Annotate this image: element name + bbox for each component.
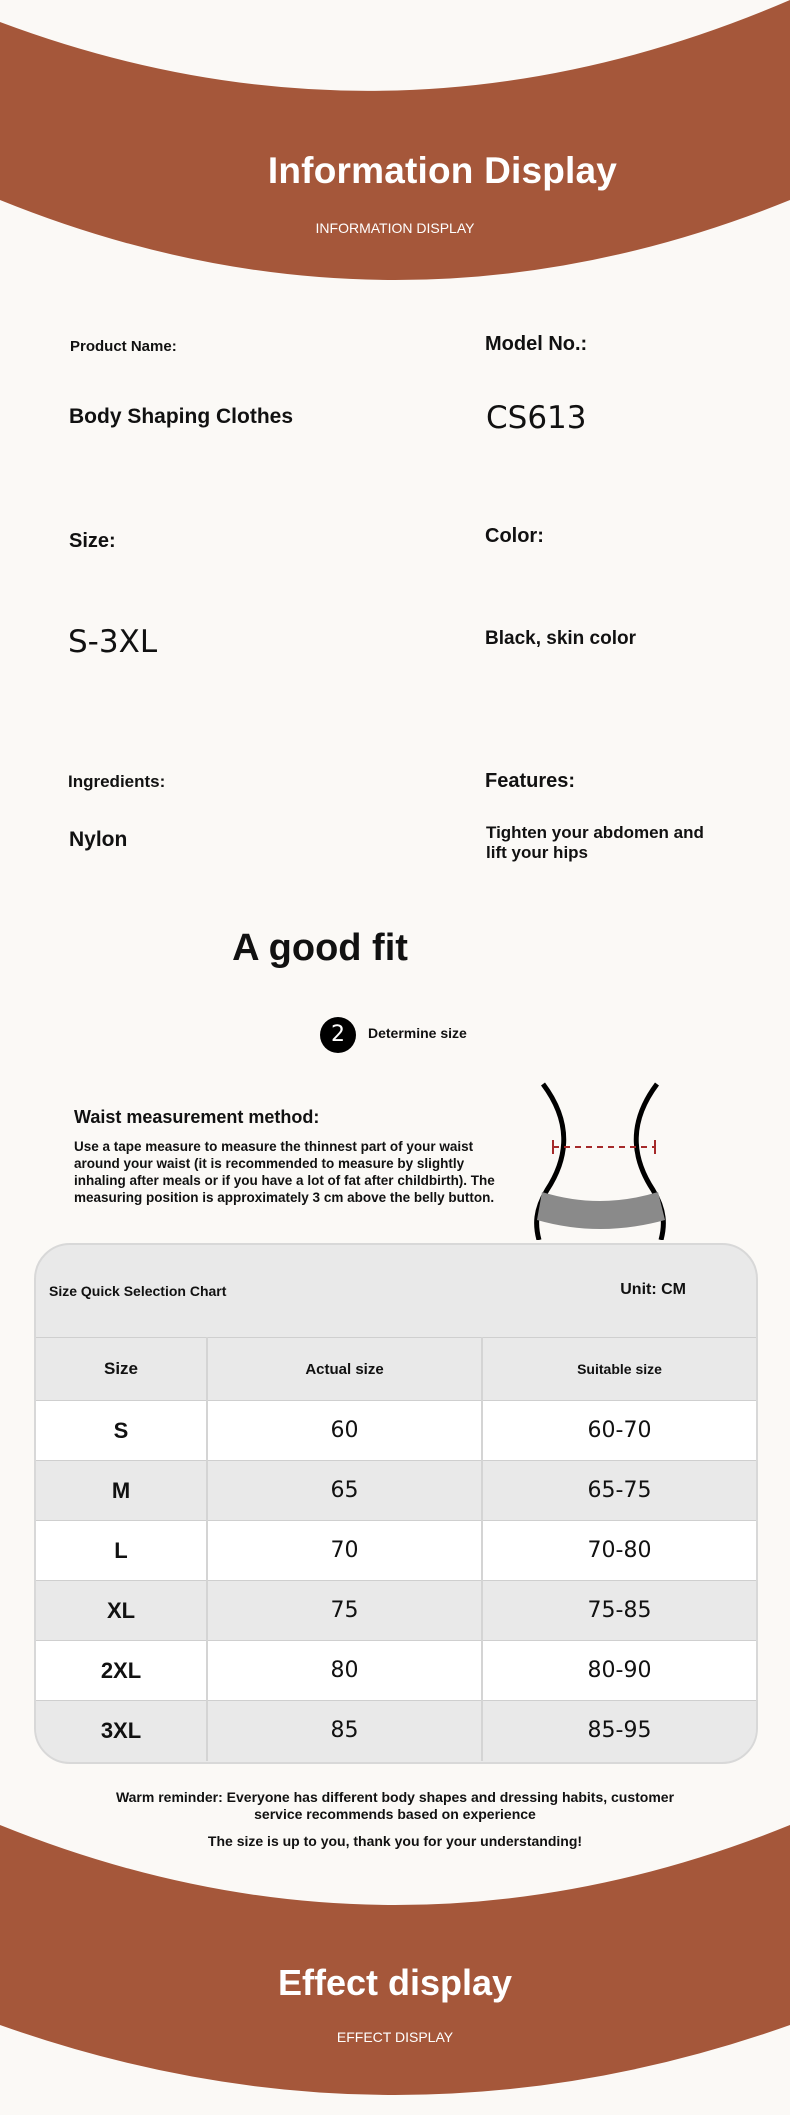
header-size: Size bbox=[36, 1338, 207, 1401]
size-label: Size: bbox=[69, 530, 116, 552]
size-chart-unit: Unit: CM bbox=[620, 1281, 686, 1298]
actual-size-cell: 80 bbox=[207, 1641, 482, 1701]
waist-method-title: Waist measurement method: bbox=[74, 1107, 320, 1127]
size-cell: S bbox=[36, 1401, 207, 1461]
suitable-size-cell: 85-95 bbox=[482, 1701, 756, 1761]
reminder-text: Warm reminder: Everyone has different body shapes and dressing habits, customer service recommends based on experience bbox=[115, 1789, 675, 1822]
waist-method-description: Use a tape measure to measure the thinnest part of your waist around your waist (it is recommended to measure by slightly inhaling after meals or if you have a lot of fat after childbirth). The measuring position is approximately 3 cm above the belly button. bbox=[74, 1139, 495, 1205]
size-cell: 3XL bbox=[36, 1701, 207, 1761]
step-label: Determine size bbox=[368, 1025, 467, 1041]
product-name-value: Body Shaping Clothes bbox=[69, 405, 294, 428]
step-number-badge: 2 bbox=[320, 1017, 356, 1053]
header-actual-size: Actual size bbox=[207, 1338, 482, 1401]
size-cell: M bbox=[36, 1461, 207, 1521]
product-name-label: Product Name: bbox=[70, 338, 177, 355]
header-subtitle: INFORMATION DISPLAY bbox=[315, 220, 475, 236]
actual-size-cell: 75 bbox=[207, 1581, 482, 1641]
table-row bbox=[36, 1581, 756, 1641]
features-value: Tighten your abdomen and lift your hips bbox=[486, 823, 704, 862]
actual-size-cell: 85 bbox=[207, 1701, 482, 1761]
ingredients-value: Nylon bbox=[69, 828, 128, 851]
footer-title: Effect display bbox=[277, 1962, 513, 2003]
features-label: Features: bbox=[485, 770, 576, 792]
size-chart-title: Size Quick Selection Chart bbox=[49, 1283, 227, 1299]
model-value: CS613 bbox=[486, 400, 587, 436]
table-row bbox=[36, 1401, 756, 1461]
suitable-size-cell: 80-90 bbox=[482, 1641, 756, 1701]
header-title: Information Display bbox=[267, 150, 618, 191]
header-band bbox=[0, 0, 790, 290]
table-row bbox=[36, 1701, 756, 1761]
size-chart bbox=[34, 1243, 758, 1764]
size-cell: 2XL bbox=[36, 1641, 207, 1701]
waist-figure-icon bbox=[525, 1080, 675, 1245]
model-label: Model No.: bbox=[485, 333, 588, 355]
header-suitable-size: Suitable size bbox=[482, 1338, 756, 1401]
size-cell: L bbox=[36, 1521, 207, 1581]
size-table bbox=[36, 1337, 756, 1761]
suitable-size-cell: 70-80 bbox=[482, 1521, 756, 1581]
actual-size-cell: 60 bbox=[207, 1401, 482, 1461]
color-label: Color: bbox=[485, 525, 544, 547]
size-cell: XL bbox=[36, 1581, 207, 1641]
actual-size-cell: 65 bbox=[207, 1461, 482, 1521]
color-value: Black, skin color bbox=[485, 628, 637, 649]
reminder-thanks: The size is up to you, thank you for your understanding! bbox=[207, 1833, 583, 1849]
ingredients-label: Ingredients: bbox=[68, 772, 166, 791]
size-value: S-3XL bbox=[68, 624, 158, 660]
table-row bbox=[36, 1461, 756, 1521]
suitable-size-cell: 75-85 bbox=[482, 1581, 756, 1641]
table-row bbox=[36, 1521, 756, 1581]
suitable-size-cell: 65-75 bbox=[482, 1461, 756, 1521]
table-row bbox=[36, 1641, 756, 1701]
actual-size-cell: 70 bbox=[207, 1521, 482, 1581]
suitable-size-cell: 60-70 bbox=[482, 1401, 756, 1461]
footer-subtitle: EFFECT DISPLAY bbox=[336, 2029, 454, 2045]
fit-title: A good fit bbox=[232, 927, 408, 969]
